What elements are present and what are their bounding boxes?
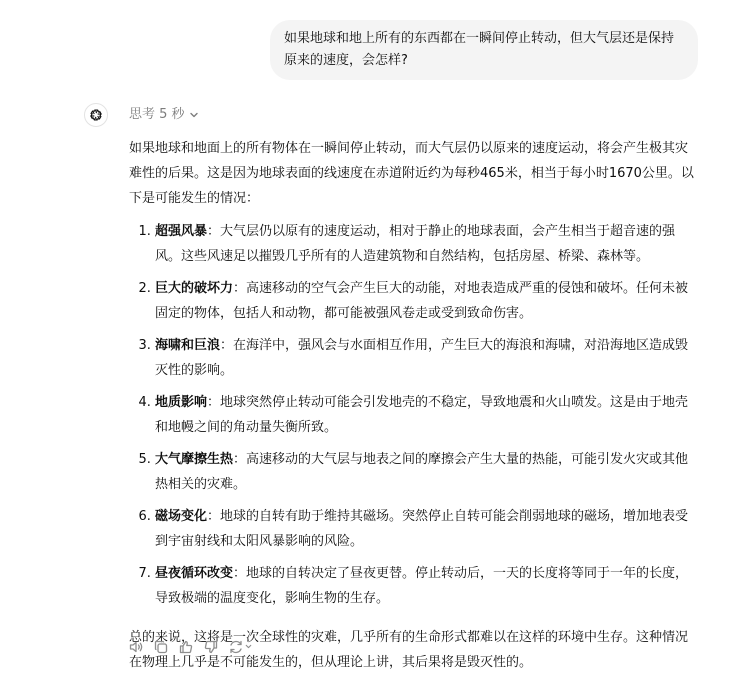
answer-summary: 总的来说，这将是一次全球性的灾难，几乎所有的生命形式都难以在这样的环境中生存。这种情况在物理上几乎是不可能发生的，但从理论上讲，其后果将是毁灭性的。 [129,630,689,670]
thumbs-up-button[interactable] [177,638,194,655]
regenerate-icon [228,639,244,655]
list-item-title: 海啸和巨浪 [155,338,221,353]
openai-logo-icon [88,107,104,123]
thumbs-up-icon [178,639,194,655]
list-item [155,561,697,611]
consequence-list [129,219,697,611]
list-item-title: 超强风暴 [155,224,208,239]
list-item [155,276,697,326]
user-message-text: 如果地球和地上所有的东西都在一瞬间停止转动，但大气层还是保持原来的速度，会怎样? [284,31,675,68]
user-message-bubble [270,20,698,80]
list-item-title: 磁场变化 [155,509,208,524]
thumbs-down-icon [203,639,219,655]
thinking-toggle[interactable] [129,106,200,124]
list-item-text: ：地球的自转有助于维持其磁场。突然停止自转可能会削弱地球的磁场，增加地表受到宇宙射线和太阳风暴影响的风险。 [155,509,689,549]
thinking-label: 思考 5 秒 [129,107,185,122]
read-aloud-icon [128,639,144,655]
list-item-text: ：地球突然停止转动可能会引发地壳的不稳定，导致地震和火山喷发。这是由于地壳和地幔之间的角动量失衡所致。 [155,395,689,435]
list-item-text: ：高速移动的空气会产生巨大的动能，对地表造成严重的侵蚀和破坏。任何未被固定的物体，包括人和动物，都可能被强风卷走或受到致命伤害。 [155,281,689,321]
list-item-text: ：大气层仍以原有的速度运动，相对于静止的地球表面，会产生相当于超音速的强风。这些风速足以摧毁几乎所有的人造建筑物和自然结构，包括房屋、桥梁、森林等。 [155,224,676,264]
thumbs-down-button[interactable] [202,638,219,655]
list-item-title: 大气摩擦生热 [155,452,234,467]
chevron-down-icon [244,642,253,651]
list-item [155,447,697,497]
list-item [155,333,697,383]
chevron-down-icon [188,109,200,121]
assistant-answer [129,136,697,675]
read-aloud-button[interactable] [127,638,144,655]
list-item-title: 昼夜循环改变 [155,566,234,581]
list-item [155,390,697,440]
answer-intro: 如果地球和地面上的所有物体在一瞬间停止转动，而大气层仍以原来的速度运动，将会产生极其灾难性的后果。这是因为地球表面的线速度在赤道附近约为每秒465米，相当于每小时1670公里。以下是可能发生的情况： [129,141,694,206]
copy-button[interactable] [152,638,169,655]
list-item [155,219,697,269]
list-item-title: 巨大的破坏力 [155,281,234,296]
message-action-bar [127,638,253,655]
list-item-title: 地质影响 [155,395,208,410]
list-item-text: ：地球的自转决定了昼夜更替。停止转动后，一天的长度将等同于一年的长度，导致极端的温度变化，影响生物的生存。 [155,566,689,606]
list-item [155,504,697,554]
assistant-avatar [84,103,108,127]
list-item-text: ：高速移动的大气层与地表之间的摩擦会产生大量的热能，可能引发火灾或其他热相关的灾难。 [155,452,689,492]
list-item-text: ：在海洋中，强风会与水面相互作用，产生巨大的海浪和海啸，对沿海地区造成毁灭性的影响。 [155,338,689,378]
regenerate-button[interactable] [227,638,253,655]
copy-icon [153,639,169,655]
